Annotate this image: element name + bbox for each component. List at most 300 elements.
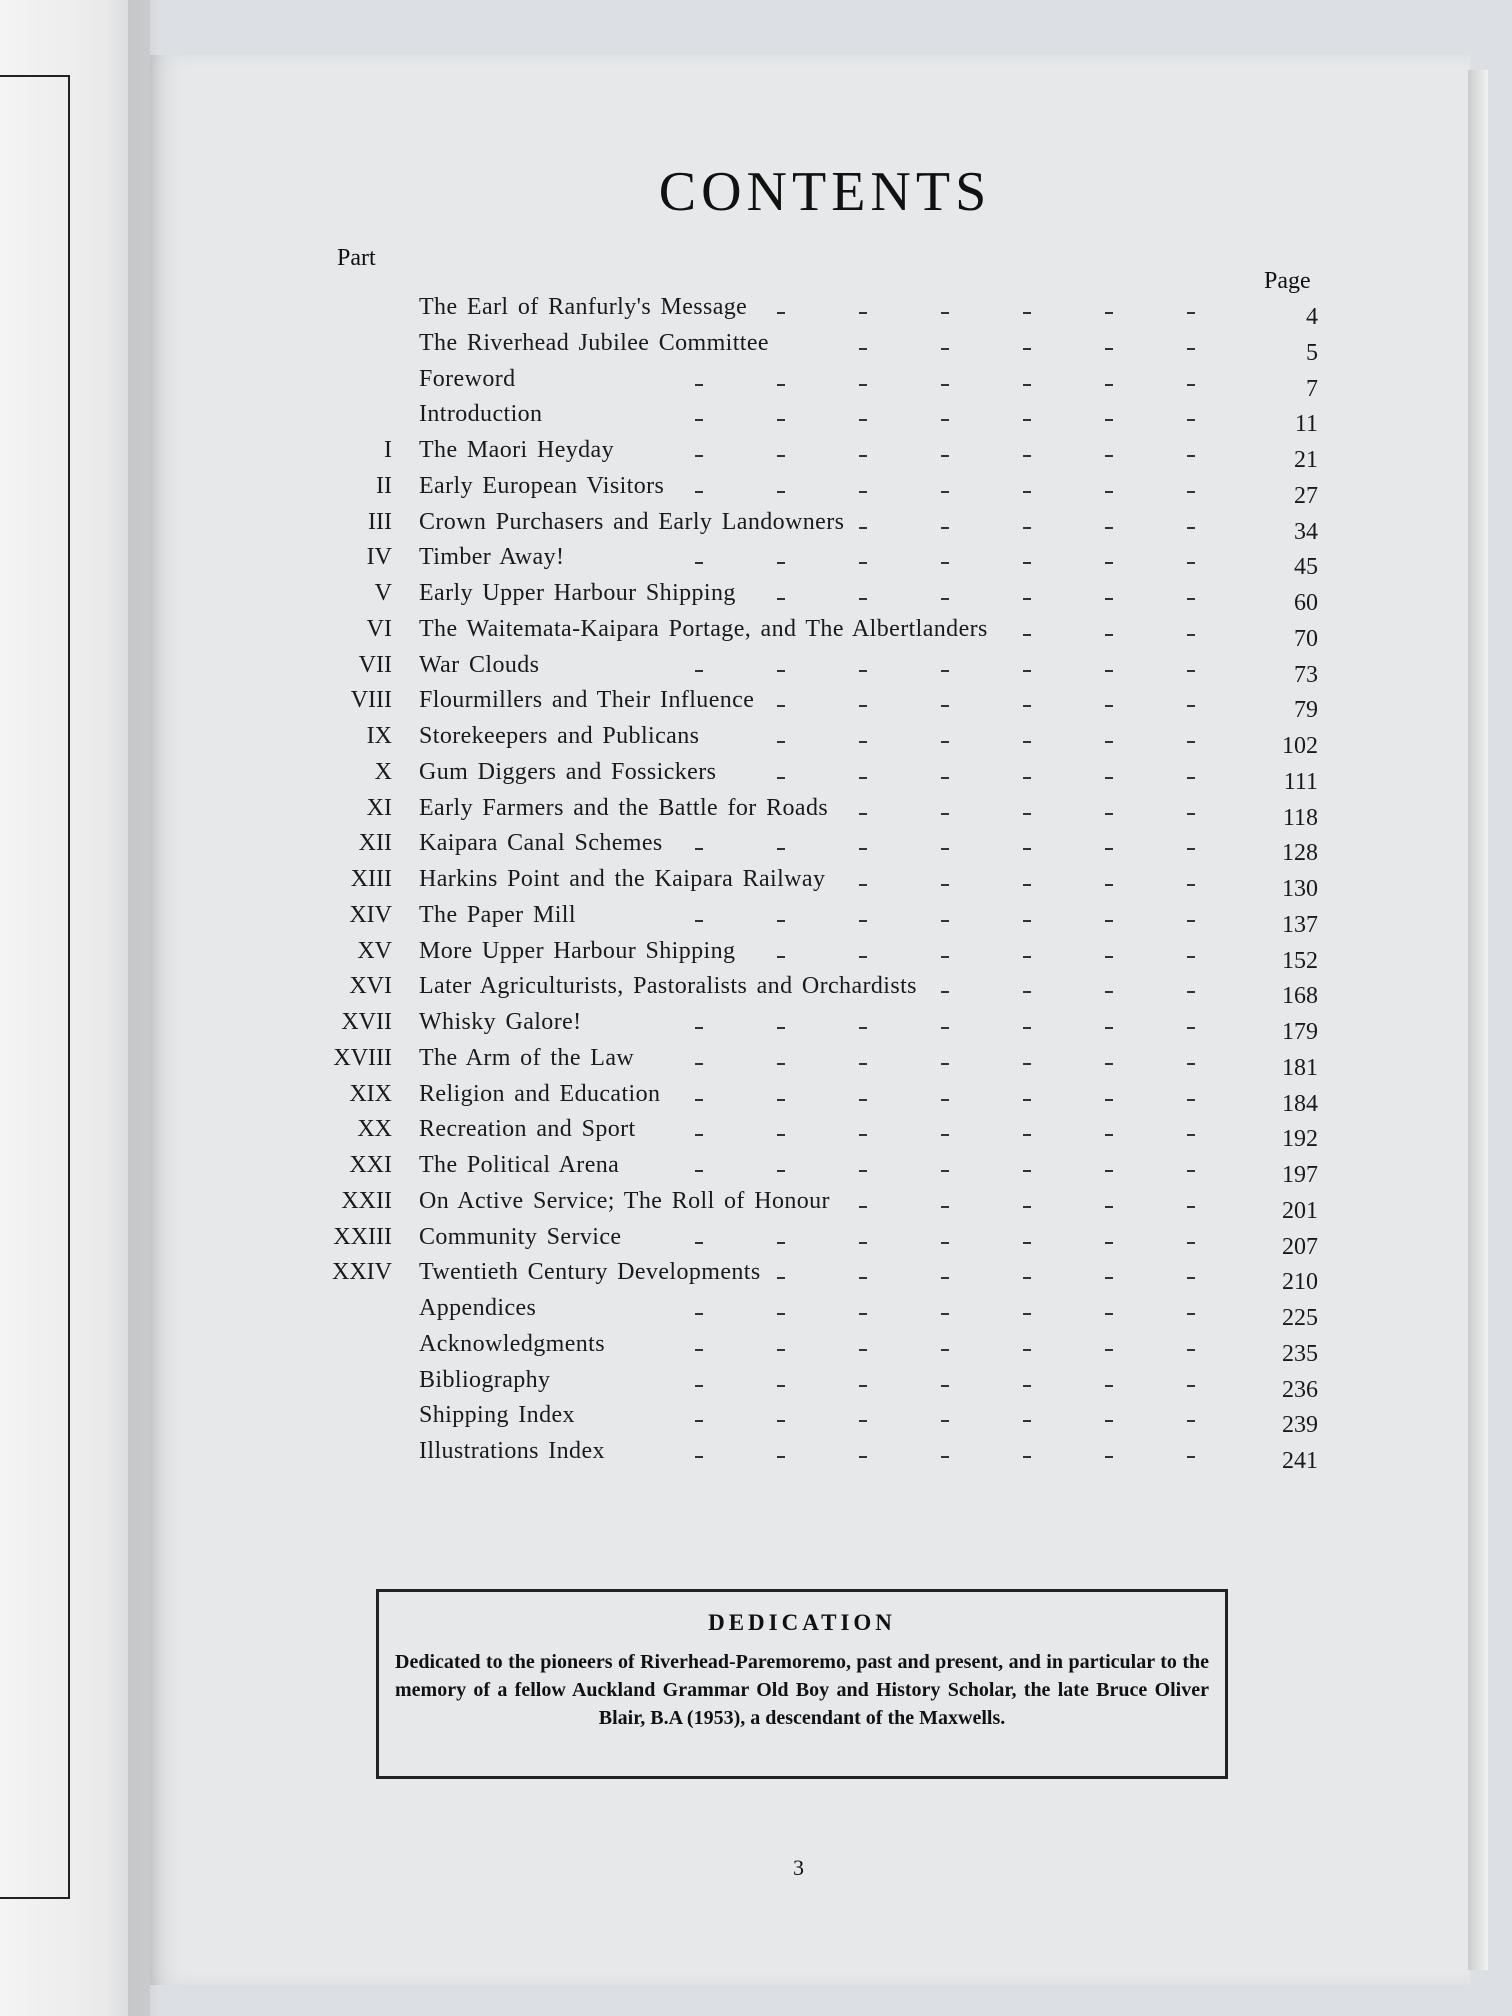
leader-dash <box>777 1349 785 1351</box>
leader-dash <box>1023 312 1031 314</box>
entry-part-number: VIII <box>350 687 392 714</box>
leader-dash <box>859 491 867 493</box>
contents-entry <box>300 544 1330 580</box>
dash-leader <box>695 942 1195 958</box>
entry-title: Illustrations Index <box>419 1438 605 1464</box>
page-number: 3 <box>793 1855 804 1880</box>
leader-dash <box>1187 634 1195 636</box>
entry-title: Recreation and Sport <box>419 1116 636 1143</box>
contents-entry <box>300 1224 1330 1260</box>
leader-dash <box>1105 598 1113 600</box>
leader-dash <box>1023 1313 1031 1315</box>
entry-part-number: XXI <box>349 1152 392 1178</box>
leader-dash <box>1187 1170 1195 1172</box>
dash-leader <box>695 1299 1195 1315</box>
leader-dash <box>1023 670 1031 672</box>
leader-dash <box>859 1063 867 1065</box>
leader-dash <box>1023 777 1031 779</box>
leader-dash <box>1105 848 1113 850</box>
dash-leader <box>695 370 1195 386</box>
entry-title: Flourmillers and Their Influence <box>419 687 755 714</box>
leader-dash <box>1187 1456 1195 1458</box>
leader-dash <box>695 562 703 564</box>
leader-dash <box>1187 1385 1195 1387</box>
entry-page-number: 137 <box>1282 911 1318 938</box>
entry-page-number: 118 <box>1282 804 1318 831</box>
dash-leader <box>695 548 1195 564</box>
leader-dash <box>777 491 785 493</box>
leader-dash <box>941 741 949 743</box>
leader-dash <box>695 1134 703 1136</box>
leader-dash <box>777 598 785 600</box>
contents-entry <box>300 580 1330 616</box>
dash-leader <box>695 1406 1195 1422</box>
entry-title: Early Upper Harbour Shipping <box>419 580 736 606</box>
leader-dash <box>941 1277 949 1279</box>
entry-page-number: 60 <box>1294 590 1318 616</box>
leader-dash <box>1105 705 1113 707</box>
entry-part-number: XVI <box>349 973 392 1000</box>
leader-dash <box>1105 491 1113 493</box>
dash-leader <box>695 834 1195 850</box>
entry-page-number: 34 <box>1294 518 1318 545</box>
entry-page-number: 184 <box>1282 1090 1318 1117</box>
entry-page-number: 73 <box>1294 661 1318 688</box>
entry-title: The Paper Mill <box>419 901 576 928</box>
leader-dash <box>1187 1134 1195 1136</box>
leader-dash <box>1187 1349 1195 1351</box>
leader-dash <box>1105 1027 1113 1029</box>
leader-dash <box>859 848 867 850</box>
contents-entry <box>300 1367 1330 1403</box>
contents-entry <box>300 366 1330 402</box>
leader-dash <box>1187 956 1195 958</box>
leader-dash <box>859 419 867 421</box>
leader-dash <box>859 527 867 529</box>
leader-dash <box>1023 1063 1031 1065</box>
dash-leader <box>695 405 1195 421</box>
entry-page-number: 130 <box>1282 876 1318 902</box>
leader-dash <box>1105 1242 1113 1244</box>
leader-dash <box>859 384 867 386</box>
leader-dash <box>777 1134 785 1136</box>
entry-page-number: 70 <box>1294 625 1318 652</box>
leader-dash <box>941 1349 949 1351</box>
entry-title: War Clouds <box>419 651 540 678</box>
leader-dash <box>1105 419 1113 421</box>
page-column-header: Page <box>1264 268 1311 294</box>
leader-dash <box>1187 813 1195 815</box>
leader-dash <box>695 1027 703 1029</box>
leader-dash <box>1023 1099 1031 1101</box>
leader-dash <box>777 920 785 922</box>
entry-page-number: 210 <box>1282 1269 1318 1296</box>
leader-dash <box>777 455 785 457</box>
leader-dash <box>695 670 703 672</box>
dash-leader <box>695 1442 1195 1458</box>
dash-leader <box>695 1228 1195 1244</box>
entry-page-number: 45 <box>1294 554 1318 581</box>
leader-dash <box>777 1313 785 1315</box>
leader-dash <box>941 1313 949 1315</box>
leader-dash <box>859 1099 867 1101</box>
dash-leader <box>695 1156 1195 1172</box>
entry-part-number: XI <box>366 794 392 821</box>
leader-dash <box>777 1456 785 1458</box>
leader-dash <box>777 1242 785 1244</box>
contents-entry <box>300 437 1330 473</box>
leader-dash <box>941 920 949 922</box>
leader-dash <box>695 920 703 922</box>
leader-dash <box>859 956 867 958</box>
leader-dash <box>777 1027 785 1029</box>
leader-dash <box>1023 1420 1031 1422</box>
contents-entry <box>300 1402 1330 1438</box>
leader-dash <box>695 1420 703 1422</box>
dash-leader <box>695 763 1195 779</box>
dash-leader <box>695 691 1195 707</box>
page-edge <box>1468 70 1488 1970</box>
contents-entry <box>300 830 1330 866</box>
entry-title: The Maori Heyday <box>419 437 615 463</box>
leader-dash <box>1105 956 1113 958</box>
entry-title: On Active Service; The Roll of Honour <box>419 1187 830 1214</box>
leader-dash <box>1187 920 1195 922</box>
entry-part-number: IX <box>366 723 392 749</box>
entry-page-number: 111 <box>1283 768 1318 795</box>
leader-dash <box>1023 848 1031 850</box>
dash-leader <box>695 441 1195 457</box>
dash-leader <box>695 1371 1195 1387</box>
leader-dash <box>1023 1349 1031 1351</box>
leader-dash <box>1023 527 1031 529</box>
leader-dash <box>1105 634 1113 636</box>
leader-dash <box>1187 1063 1195 1065</box>
leader-dash <box>859 1206 867 1208</box>
entry-title: More Upper Harbour Shipping <box>419 937 736 964</box>
leader-dash <box>941 1420 949 1422</box>
entry-page-number: 21 <box>1294 447 1318 473</box>
leader-dash <box>777 1420 785 1422</box>
entry-page-number: 27 <box>1294 482 1318 509</box>
leader-dash <box>777 1277 785 1279</box>
leader-dash <box>1023 634 1031 636</box>
leader-dash <box>1105 670 1113 672</box>
leader-dash <box>941 527 949 529</box>
leader-dash <box>1023 741 1031 743</box>
dash-leader <box>695 1120 1195 1136</box>
entry-title: Storekeepers and Publicans <box>419 723 700 749</box>
dedication-text: Dedicated to the pioneers of Riverhead-Paremoremo, past and present, and in particular to the memory of a fellow Auckland Grammar Old Boy and History Scholar, the late Bruce Oliver Blair, B.A (1953), a descendant of the Maxwells. <box>395 1651 1209 1729</box>
leader-dash <box>941 956 949 958</box>
leader-dash <box>1105 1349 1113 1351</box>
leader-dash <box>859 920 867 922</box>
leader-dash <box>859 1385 867 1387</box>
entry-title: Twentieth Century Developments <box>419 1259 761 1286</box>
entry-page-number: 168 <box>1282 983 1318 1010</box>
entry-page-number: 11 <box>1294 411 1318 438</box>
leader-dash <box>1105 1063 1113 1065</box>
entry-part-number: XV <box>357 937 392 964</box>
leader-dash <box>1187 705 1195 707</box>
leader-dash <box>777 419 785 421</box>
leader-dash <box>1105 1099 1113 1101</box>
leader-dash <box>941 562 949 564</box>
leader-dash <box>941 813 949 815</box>
leader-dash <box>1105 348 1113 350</box>
entry-title: Shipping Index <box>419 1402 575 1429</box>
leader-dash <box>1187 455 1195 457</box>
leader-dash <box>1023 813 1031 815</box>
leader-dash <box>1187 777 1195 779</box>
leader-dash <box>695 1099 703 1101</box>
leader-dash <box>859 1170 867 1172</box>
entry-title: Community Service <box>419 1223 622 1250</box>
leader-dash <box>695 1349 703 1351</box>
leader-dash <box>941 1385 949 1387</box>
contents-entry <box>300 330 1330 366</box>
leader-dash <box>777 1170 785 1172</box>
contents-entry <box>300 759 1330 795</box>
leader-dash <box>1187 741 1195 743</box>
dash-leader <box>695 477 1195 493</box>
entry-part-number: XIII <box>350 866 392 892</box>
contents-entry <box>300 723 1330 759</box>
leader-dash <box>1187 1099 1195 1101</box>
contents-entry <box>300 1295 1330 1331</box>
leader-dash <box>1187 312 1195 314</box>
contents-entry <box>300 973 1330 1009</box>
dash-leader <box>695 906 1195 922</box>
leader-dash <box>695 1313 703 1315</box>
leader-dash <box>941 1027 949 1029</box>
entry-part-number: XXIV <box>332 1259 392 1286</box>
leader-dash <box>859 348 867 350</box>
leader-dash <box>859 1027 867 1029</box>
leader-dash <box>1105 741 1113 743</box>
leader-dash <box>1105 1385 1113 1387</box>
leader-dash <box>859 705 867 707</box>
entry-title: Later Agriculturists, Pastoralists and Orchardists <box>419 973 917 1000</box>
entry-page-number: 235 <box>1282 1340 1318 1367</box>
entry-part-number: III <box>368 508 392 535</box>
leader-dash <box>777 1063 785 1065</box>
contents-entry <box>300 1045 1330 1081</box>
contents-entry <box>300 509 1330 545</box>
contents-entry <box>300 1331 1330 1367</box>
entry-title: Early European Visitors <box>419 472 665 499</box>
leader-dash <box>777 670 785 672</box>
leader-dash <box>777 705 785 707</box>
entry-page-number: 5 <box>1306 339 1318 366</box>
leader-dash <box>941 1206 949 1208</box>
leader-dash <box>941 598 949 600</box>
leader-dash <box>1023 1385 1031 1387</box>
entry-part-number: VI <box>366 615 392 642</box>
page-title: CONTENTS <box>658 161 992 223</box>
leader-dash <box>695 455 703 457</box>
leader-dash <box>1105 813 1113 815</box>
leader-dash <box>1105 1313 1113 1315</box>
leader-dash <box>941 1099 949 1101</box>
leader-dash <box>941 777 949 779</box>
leader-dash <box>941 884 949 886</box>
dash-leader <box>695 334 1195 350</box>
leader-dash <box>941 848 949 850</box>
leader-dash <box>859 1349 867 1351</box>
leader-dash <box>1187 562 1195 564</box>
contents-entry <box>300 795 1330 831</box>
entry-title: The Arm of the Law <box>419 1044 635 1071</box>
leader-dash <box>859 884 867 886</box>
leader-dash <box>1023 1242 1031 1244</box>
entry-part-number: XX <box>357 1116 392 1143</box>
entry-page-number: 197 <box>1282 1162 1318 1188</box>
entry-title: Appendices <box>419 1295 537 1321</box>
leader-dash <box>859 598 867 600</box>
entry-part-number: XIX <box>349 1080 392 1107</box>
entry-page-number: 181 <box>1282 1054 1318 1081</box>
entry-part-number: XVII <box>341 1009 392 1035</box>
leader-dash <box>1105 1277 1113 1279</box>
leader-dash <box>695 1063 703 1065</box>
entry-title: Whisky Galore! <box>419 1009 582 1035</box>
entry-page-number: 102 <box>1282 733 1318 759</box>
entry-part-number: X <box>374 758 392 785</box>
leader-dash <box>1187 527 1195 529</box>
leader-dash <box>1187 1206 1195 1208</box>
contents-entry <box>300 687 1330 723</box>
contents-list <box>300 294 1330 1474</box>
leader-dash <box>941 491 949 493</box>
entry-title: Gum Diggers and Fossickers <box>419 758 717 785</box>
contents-entry <box>300 1116 1330 1152</box>
leader-dash <box>1023 562 1031 564</box>
entry-title: Timber Away! <box>419 544 565 571</box>
entry-title: Early Farmers and the Battle for Roads <box>419 794 829 821</box>
leader-dash <box>941 1242 949 1244</box>
entry-page-number: 152 <box>1282 947 1318 974</box>
previous-page-border <box>0 75 70 1899</box>
entry-page-number: 4 <box>1306 304 1318 330</box>
leader-dash <box>1105 527 1113 529</box>
contents-entry <box>300 1438 1330 1474</box>
entry-part-number: XXIII <box>333 1223 392 1250</box>
leader-dash <box>1187 884 1195 886</box>
entry-title: The Riverhead Jubilee Committee <box>419 329 769 356</box>
entry-title: The Waitemata-Kaipara Portage, and The Albertlanders <box>419 615 988 642</box>
contents-entry <box>300 616 1330 652</box>
leader-dash <box>695 1242 703 1244</box>
entry-title: The Political Arena <box>419 1152 620 1178</box>
leader-dash <box>777 1385 785 1387</box>
leader-dash <box>941 384 949 386</box>
leader-dash <box>941 312 949 314</box>
leader-dash <box>1023 455 1031 457</box>
leader-dash <box>695 848 703 850</box>
leader-dash <box>1187 1313 1195 1315</box>
leader-dash <box>941 348 949 350</box>
leader-dash <box>1023 419 1031 421</box>
entry-part-number: V <box>374 580 392 606</box>
dash-leader <box>695 727 1195 743</box>
entry-page-number: 79 <box>1294 697 1318 724</box>
leader-dash <box>1023 491 1031 493</box>
leader-dash <box>777 741 785 743</box>
leader-dash <box>695 419 703 421</box>
leader-dash <box>1023 991 1031 993</box>
entry-title: Harkins Point and the Kaipara Railway <box>419 866 826 892</box>
leader-dash <box>1187 491 1195 493</box>
entry-part-number: IV <box>366 544 392 571</box>
contents-entry <box>300 1081 1330 1117</box>
dedication-box <box>376 1589 1228 1779</box>
leader-dash <box>777 956 785 958</box>
leader-dash <box>859 1134 867 1136</box>
leader-dash <box>1105 384 1113 386</box>
entry-part-number: XII <box>358 830 392 857</box>
leader-dash <box>859 312 867 314</box>
leader-dash <box>1105 562 1113 564</box>
leader-dash <box>695 1385 703 1387</box>
leader-dash <box>859 1242 867 1244</box>
entry-part-number: VII <box>358 651 392 678</box>
entry-page-number: 241 <box>1282 1448 1318 1474</box>
entry-page-number: 179 <box>1282 1019 1318 1045</box>
leader-dash <box>1023 1170 1031 1172</box>
leader-dash <box>941 705 949 707</box>
dash-leader <box>695 298 1195 314</box>
leader-dash <box>777 384 785 386</box>
leader-dash <box>941 455 949 457</box>
leader-dash <box>859 455 867 457</box>
entry-title: Bibliography <box>419 1366 551 1393</box>
contents-entry <box>300 473 1330 509</box>
leader-dash <box>1105 455 1113 457</box>
entry-page-number: 239 <box>1282 1412 1318 1439</box>
contents-entry <box>300 1259 1330 1295</box>
leader-dash <box>859 670 867 672</box>
leader-dash <box>1023 1027 1031 1029</box>
entry-title: Religion and Education <box>419 1080 661 1107</box>
entry-page-number: 128 <box>1282 840 1318 867</box>
leader-dash <box>777 562 785 564</box>
leader-dash <box>1105 920 1113 922</box>
leader-dash <box>1023 1456 1031 1458</box>
leader-dash <box>777 312 785 314</box>
leader-dash <box>1023 1277 1031 1279</box>
leader-dash <box>941 670 949 672</box>
dash-leader <box>695 1049 1195 1065</box>
entry-page-number: 192 <box>1282 1126 1318 1153</box>
entry-part-number: XXII <box>341 1187 392 1214</box>
leader-dash <box>859 1456 867 1458</box>
leader-dash <box>1105 1206 1113 1208</box>
entry-page-number: 225 <box>1282 1305 1318 1331</box>
leader-dash <box>941 1456 949 1458</box>
entry-part-number: XVIII <box>333 1044 392 1071</box>
leader-dash <box>1187 598 1195 600</box>
leader-dash <box>1023 598 1031 600</box>
leader-dash <box>941 1170 949 1172</box>
dash-leader <box>695 1263 1195 1279</box>
leader-dash <box>1187 991 1195 993</box>
entry-page-number: 236 <box>1282 1376 1318 1403</box>
leader-dash <box>1187 670 1195 672</box>
entry-title: Crown Purchasers and Early Landowners <box>419 508 845 535</box>
leader-dash <box>941 1134 949 1136</box>
part-column-header: Part <box>337 245 376 271</box>
